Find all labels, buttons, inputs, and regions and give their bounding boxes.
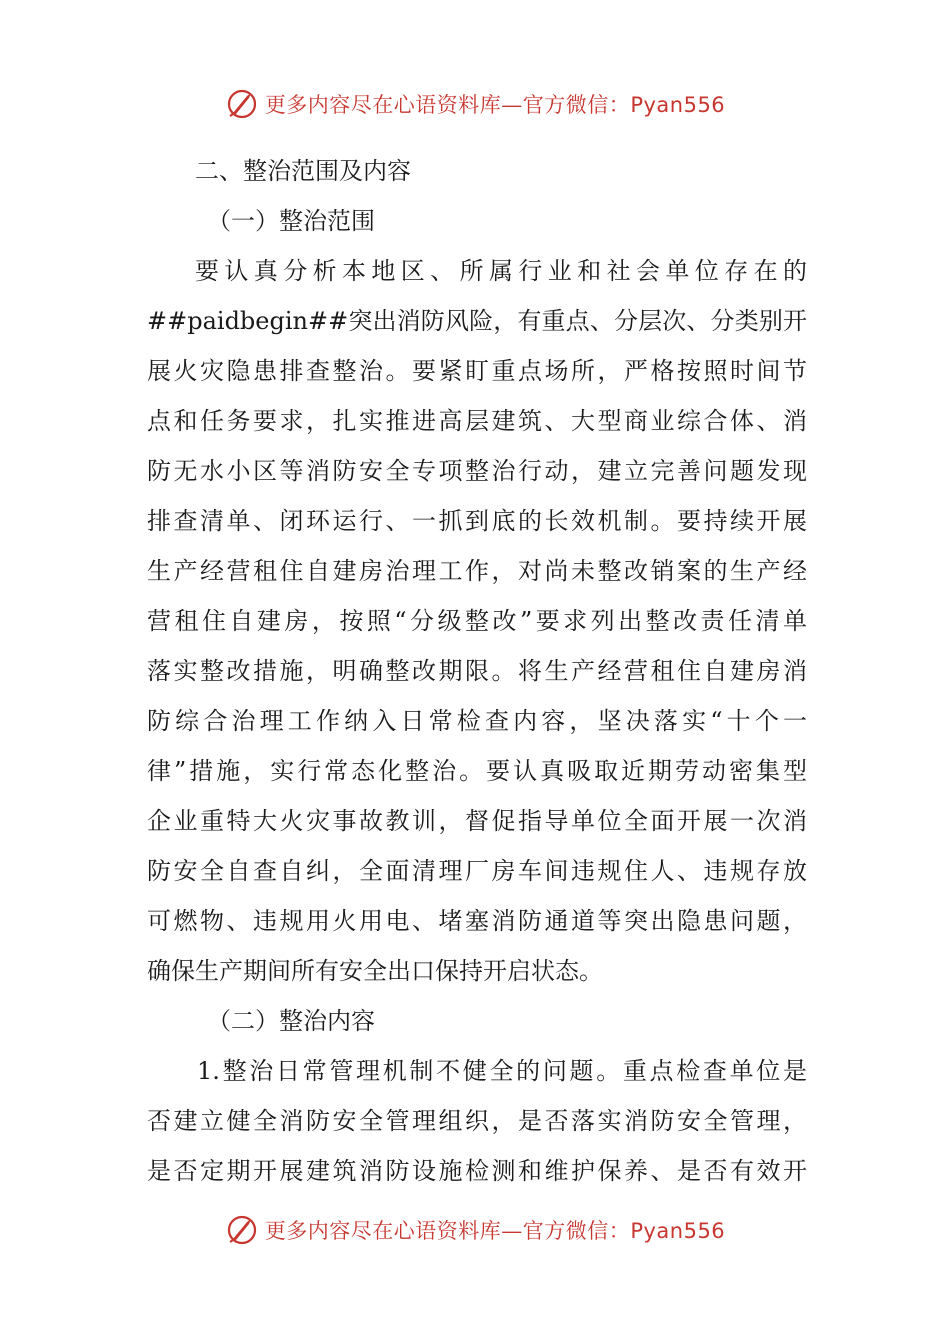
- paragraph-line: 否建立健全消防安全管理组织，是否落实消防安全管理，: [147, 1107, 807, 1135]
- paragraph-line: 是否定期开展建筑消防设施检测和维护保养、是否有效开: [147, 1157, 807, 1185]
- paragraph-line: 企业重特大火灾事故教训，督促指导单位全面开展一次消: [147, 807, 807, 835]
- paragraph-line: 展火灾隐患排查整治。要紧盯重点场所，严格按照时间节: [147, 357, 807, 385]
- quill-logo-icon: [225, 87, 259, 121]
- paragraph-line: 营租住自建房，按照“分级整改”要求列出整改责任清单: [147, 607, 807, 635]
- paragraph-line: 落实整改措施，明确整改期限。将生产经营租住自建房消: [147, 657, 807, 685]
- paragraph-line: 律”措施，实行常态化整治。要认真吸取近期劳动密集型: [147, 757, 807, 785]
- paragraph-content: [147, 1046, 807, 1196]
- paragraph-line: 防综合治理工作纳入日常检查内容，坚决落实“十个一: [147, 707, 807, 735]
- paragraph-line: 防无水小区等消防安全专项整治行动，建立完善问题发现: [147, 457, 807, 485]
- paragraph-line: 可燃物、违规用火用电、堵塞消防通道等突出隐患问题，: [147, 907, 807, 935]
- paragraph-scope: [147, 246, 807, 996]
- footer-banner: [0, 1210, 950, 1250]
- banner-text: 更多内容尽在心语资料库—官方微信：Pyan556: [264, 93, 726, 117]
- document-body: [147, 146, 807, 1196]
- paragraph-line: 确保生产期间所有安全出口保持开启状态。: [147, 957, 603, 985]
- subsection-heading-scope: （一）整治范围: [207, 207, 375, 235]
- section-heading: 二、整治范围及内容: [195, 157, 411, 185]
- wechat-id: Pyan556: [630, 93, 726, 117]
- paragraph-line: ##paidbegin##突出消防风险，有重点、分层次、分类别开: [147, 307, 807, 335]
- header-banner: [0, 84, 950, 124]
- paragraph-line: 防安全自查自纠，全面清理厂房车间违规住人、违规存放: [147, 857, 807, 885]
- wechat-id: Pyan556: [630, 1219, 726, 1243]
- subsection-heading-content: （二）整治内容: [207, 1007, 375, 1035]
- paragraph-line: 排查清单、闭环运行、一抓到底的长效机制。要持续开展: [147, 507, 807, 535]
- paragraph-line: 点和任务要求，扎实推进高层建筑、大型商业综合体、消: [147, 407, 807, 435]
- paragraph-line: 1.整治日常管理机制不健全的问题。重点检查单位是: [197, 1057, 807, 1085]
- banner-text: 更多内容尽在心语资料库—官方微信：Pyan556: [264, 1219, 726, 1243]
- paragraph-line: 生产经营租住自建房治理工作，对尚未整改销案的生产经: [147, 557, 807, 585]
- paragraph-line: 要认真分析本地区、所属行业和社会单位存在的: [195, 257, 807, 285]
- quill-logo-icon: [225, 1213, 259, 1247]
